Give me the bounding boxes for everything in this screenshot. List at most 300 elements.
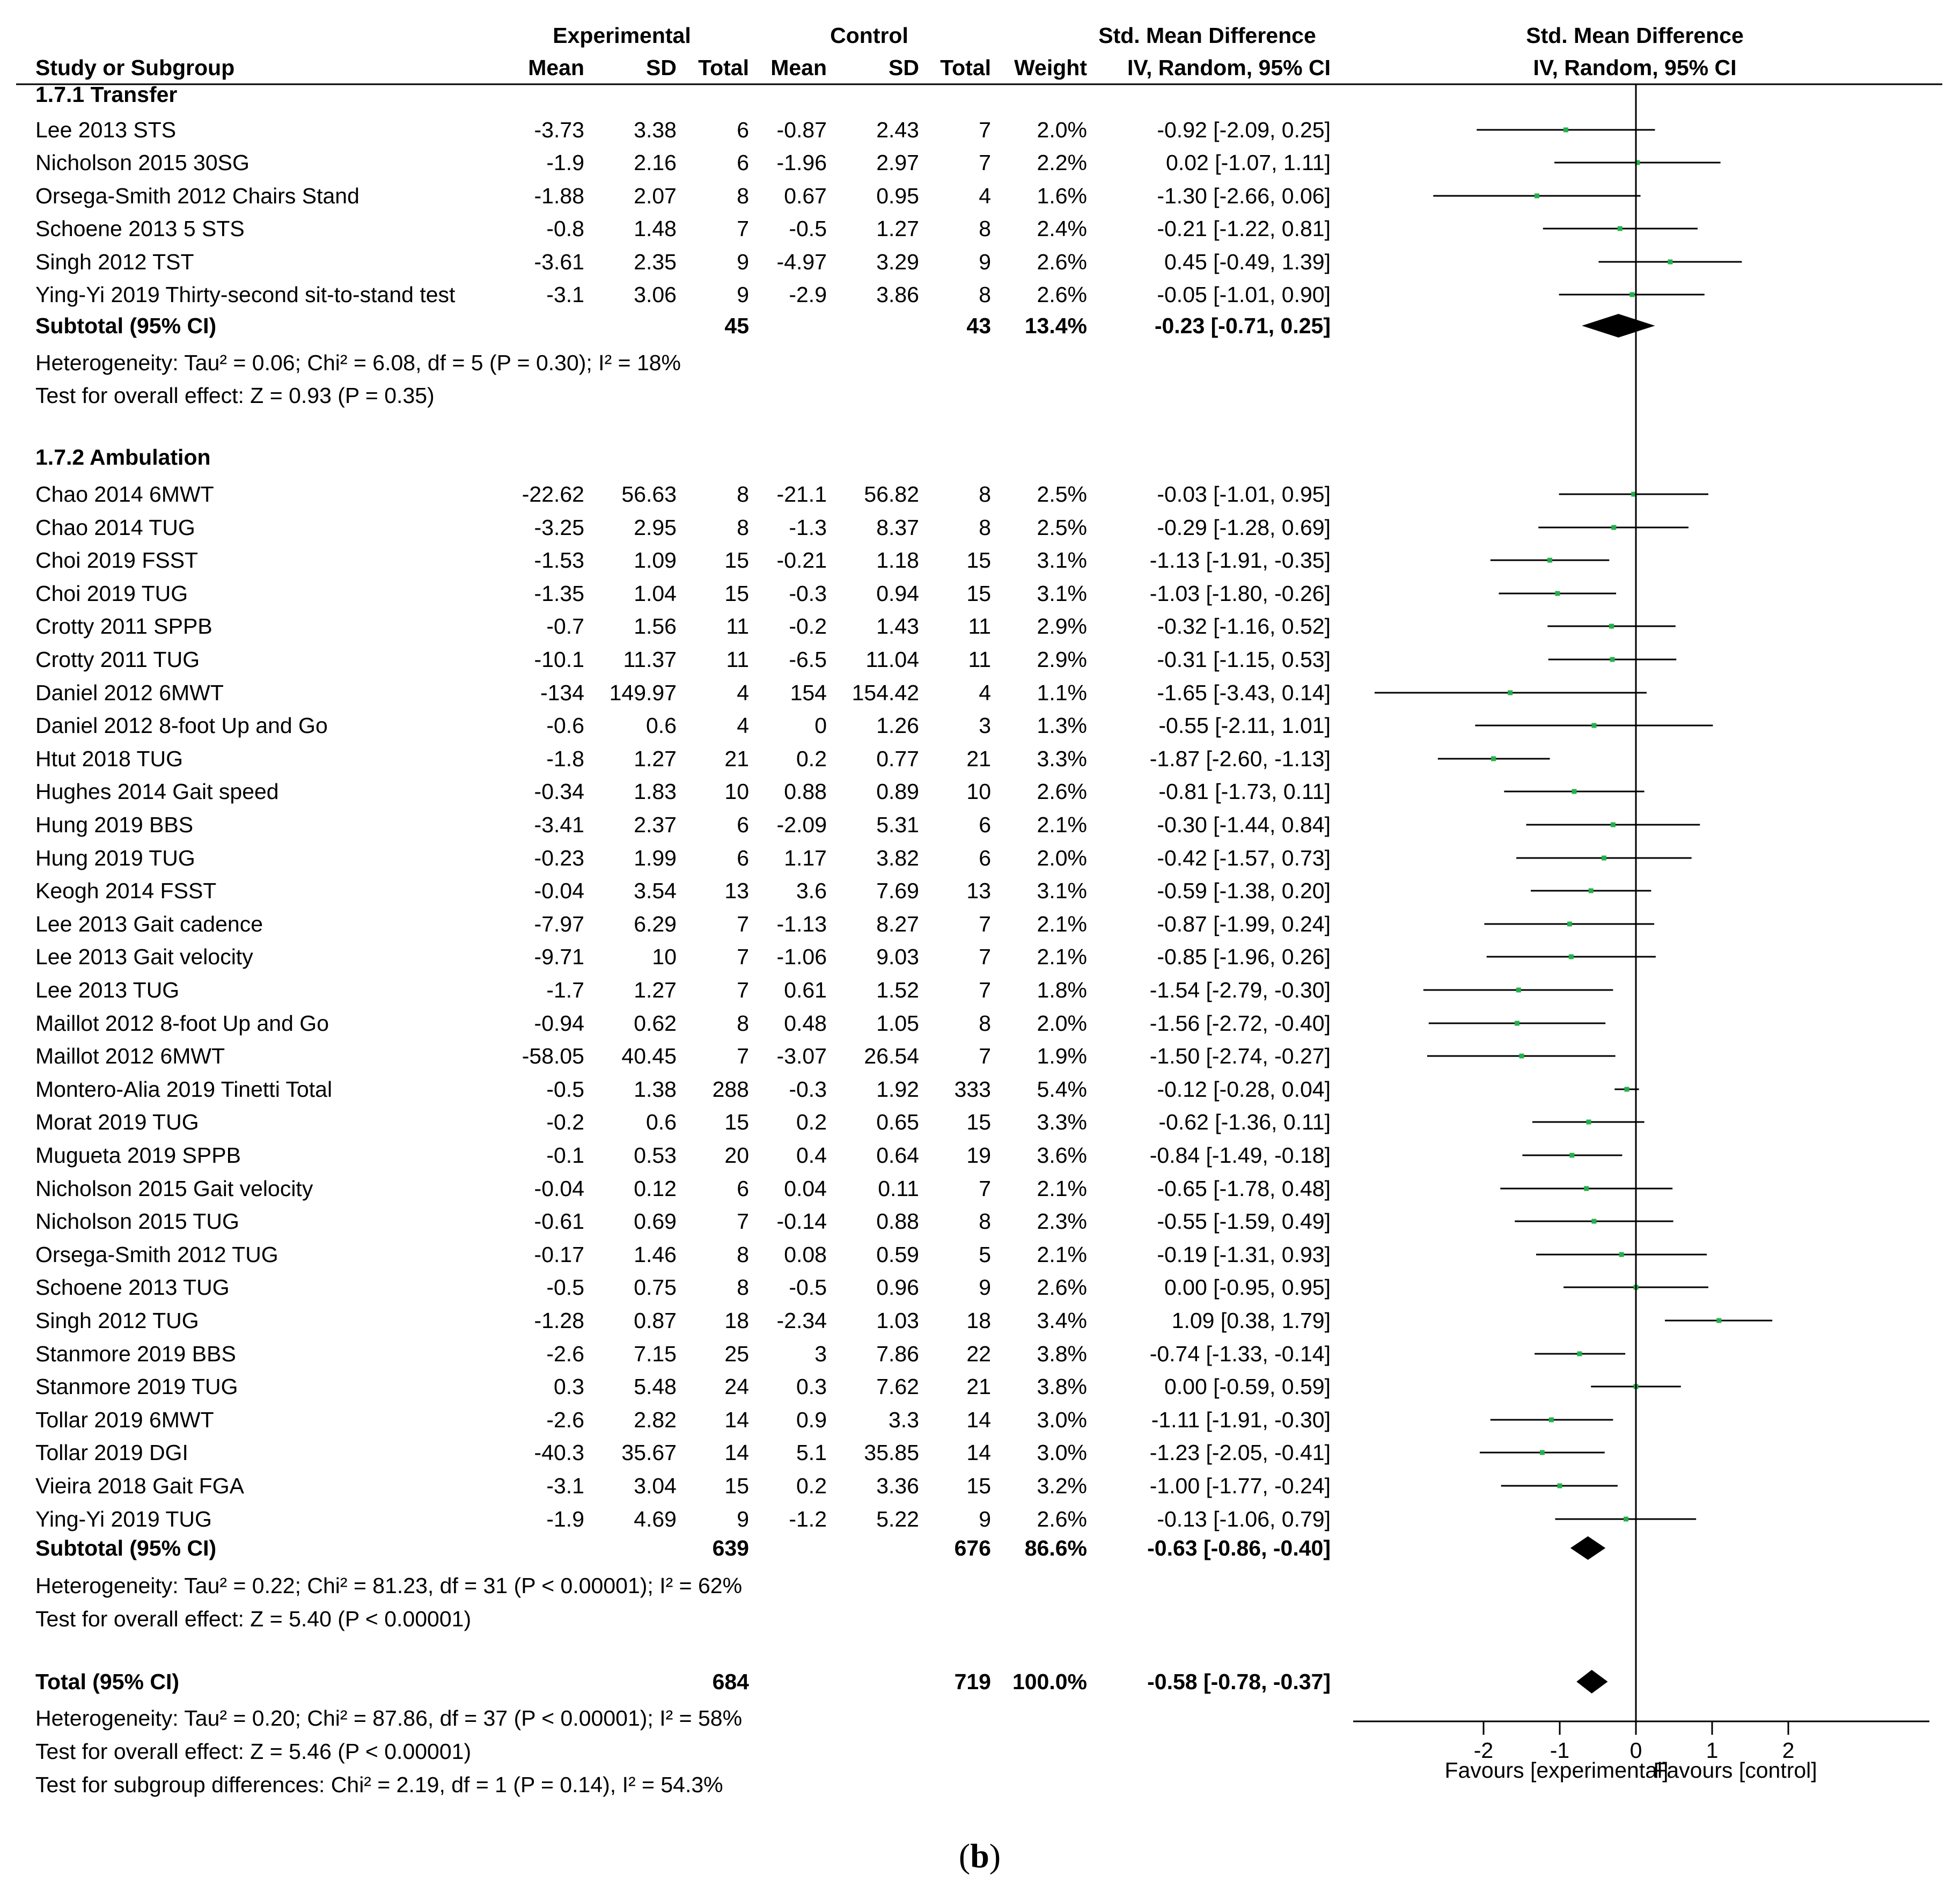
ctl-mean: -0.5 bbox=[789, 216, 827, 241]
exp-total: 7 bbox=[737, 978, 749, 1002]
study-name: Hughes 2014 Gait speed bbox=[35, 779, 279, 804]
ctl-sd: 3.29 bbox=[876, 250, 919, 274]
exp-sd: 0.6 bbox=[646, 1110, 677, 1134]
study-name: Tollar 2019 6MWT bbox=[35, 1407, 214, 1432]
subtotal-weight: 86.6% bbox=[1024, 1536, 1087, 1560]
ctl-sd: 7.69 bbox=[876, 878, 919, 903]
ctl-sd: 0.95 bbox=[876, 184, 919, 208]
header-ctl-mean: Mean bbox=[770, 55, 827, 80]
exp-sd: 2.16 bbox=[634, 150, 677, 175]
ctl-total: 7 bbox=[979, 150, 991, 175]
smd-ci: -1.13 [-1.91, -0.35] bbox=[1149, 548, 1331, 573]
study-point-estimate bbox=[1547, 558, 1552, 563]
total-stat-text: Heterogeneity: Tau² = 0.20; Chi² = 87.86, df = 37 (P < 0.00001); I² = 58% bbox=[35, 1706, 743, 1730]
ctl-sd: 8.27 bbox=[876, 912, 919, 936]
study-point-estimate bbox=[1591, 1219, 1596, 1224]
ctl-mean: -0.3 bbox=[789, 581, 827, 606]
smd-ci: -0.03 [-1.01, 0.95] bbox=[1157, 482, 1331, 507]
overall-effect-text: Test for overall effect: Z = 5.40 (P < 0.00001) bbox=[35, 1607, 472, 1631]
study-point-estimate bbox=[1569, 955, 1574, 959]
weight: 2.9% bbox=[1037, 614, 1087, 639]
exp-sd: 1.27 bbox=[634, 978, 677, 1002]
total-weight: 100.0% bbox=[1012, 1669, 1087, 1694]
ctl-total: 4 bbox=[979, 680, 991, 705]
smd-ci: -1.11 [-1.91, -0.30] bbox=[1151, 1407, 1331, 1432]
exp-mean: -0.6 bbox=[546, 713, 584, 738]
ctl-sd: 1.05 bbox=[876, 1011, 919, 1036]
exp-total: 288 bbox=[712, 1077, 749, 1102]
ctl-total: 6 bbox=[979, 812, 991, 837]
ctl-total: 15 bbox=[966, 548, 991, 573]
ctl-sd: 0.11 bbox=[878, 1176, 919, 1201]
ctl-sd: 7.86 bbox=[876, 1341, 919, 1366]
weight: 3.8% bbox=[1037, 1341, 1087, 1366]
exp-sd: 6.29 bbox=[634, 912, 677, 936]
smd-ci: -0.55 [-2.11, 1.01] bbox=[1158, 713, 1331, 738]
exp-total: 8 bbox=[737, 482, 749, 507]
study-point-estimate bbox=[1508, 691, 1513, 695]
exp-total: 24 bbox=[724, 1374, 749, 1399]
exp-sd: 10 bbox=[652, 944, 677, 969]
ctl-mean: 0.48 bbox=[784, 1011, 827, 1036]
exp-mean: -0.23 bbox=[534, 846, 584, 870]
weight: 3.1% bbox=[1037, 878, 1087, 903]
exp-sd: 1.48 bbox=[634, 216, 677, 241]
smd-ci: -0.65 [-1.78, 0.48] bbox=[1157, 1176, 1331, 1201]
header-ctl-sd: SD bbox=[889, 55, 919, 80]
exp-mean: -1.88 bbox=[534, 184, 584, 208]
smd-ci: -1.56 [-2.72, -0.40] bbox=[1149, 1011, 1331, 1036]
ctl-total: 9 bbox=[979, 1507, 991, 1531]
exp-mean: -2.6 bbox=[546, 1407, 584, 1432]
x-tick-label: 2 bbox=[1782, 1738, 1795, 1763]
study-name: Stanmore 2019 TUG bbox=[35, 1374, 238, 1399]
smd-ci: -0.05 [-1.01, 0.90] bbox=[1157, 282, 1331, 307]
header-ctl-total: Total bbox=[940, 55, 991, 80]
exp-total: 8 bbox=[737, 1242, 749, 1267]
ctl-sd: 0.94 bbox=[876, 581, 919, 606]
study-name: Montero-Alia 2019 Tinetti Total bbox=[35, 1077, 333, 1102]
smd-ci: -0.19 [-1.31, 0.93] bbox=[1157, 1242, 1331, 1267]
smd-ci: -1.54 [-2.79, -0.30] bbox=[1149, 978, 1331, 1002]
exp-total: 20 bbox=[724, 1143, 749, 1168]
weight: 1.1% bbox=[1037, 680, 1087, 705]
study-point-estimate bbox=[1611, 823, 1616, 827]
ctl-total: 14 bbox=[966, 1440, 991, 1465]
exp-sd: 1.99 bbox=[634, 846, 677, 870]
exp-total: 4 bbox=[737, 713, 749, 738]
subtotal-diamond bbox=[1582, 314, 1655, 338]
study-point-estimate bbox=[1572, 789, 1576, 794]
ctl-sd: 5.22 bbox=[876, 1507, 919, 1531]
smd-ci: -0.59 [-1.38, 0.20] bbox=[1157, 878, 1331, 903]
ctl-total: 6 bbox=[979, 846, 991, 870]
subtotal-ctl-total: 676 bbox=[954, 1536, 991, 1560]
ctl-total: 13 bbox=[966, 878, 991, 903]
smd-ci: 0.45 [-0.49, 1.39] bbox=[1164, 250, 1331, 274]
ctl-mean: 0.67 bbox=[784, 184, 827, 208]
weight: 3.1% bbox=[1037, 581, 1087, 606]
header-weight: Weight bbox=[1014, 55, 1087, 80]
exp-mean: -40.3 bbox=[534, 1440, 584, 1465]
heterogeneity-text: Heterogeneity: Tau² = 0.06; Chi² = 6.08, df = 5 (P = 0.30); I² = 18% bbox=[35, 350, 681, 375]
ctl-total: 8 bbox=[979, 1209, 991, 1234]
ctl-mean: -0.21 bbox=[776, 548, 827, 573]
weight: 2.1% bbox=[1037, 812, 1087, 837]
weight: 3.8% bbox=[1037, 1374, 1087, 1399]
study-name: Orsega-Smith 2012 Chairs Stand bbox=[35, 184, 359, 208]
study-name: Ying-Yi 2019 TUG bbox=[35, 1507, 212, 1531]
study-name: Schoene 2013 5 STS bbox=[35, 216, 245, 241]
header-method-plot: IV, Random, 95% CI bbox=[1533, 55, 1737, 80]
exp-sd: 1.38 bbox=[634, 1077, 677, 1102]
study-name: Hung 2019 BBS bbox=[35, 812, 194, 837]
smd-ci: -1.30 [-2.66, 0.06] bbox=[1157, 184, 1331, 208]
exp-sd: 40.45 bbox=[621, 1044, 677, 1068]
study-name: Nicholson 2015 30SG bbox=[35, 150, 249, 175]
exp-mean: -0.2 bbox=[546, 1110, 584, 1134]
ctl-mean: 0.2 bbox=[796, 1473, 827, 1498]
study-name: Lee 2013 TUG bbox=[35, 978, 180, 1002]
smd-ci: -1.65 [-3.43, 0.14] bbox=[1157, 680, 1331, 705]
ctl-total: 7 bbox=[979, 944, 991, 969]
exp-total: 8 bbox=[737, 515, 749, 540]
exp-total: 8 bbox=[737, 1011, 749, 1036]
ctl-sd: 0.89 bbox=[876, 779, 919, 804]
study-point-estimate bbox=[1577, 1352, 1582, 1356]
subtotal-exp-total: 639 bbox=[712, 1536, 749, 1560]
ctl-sd: 8.37 bbox=[876, 515, 919, 540]
ctl-mean: 0.2 bbox=[796, 746, 827, 771]
header-exp-mean: Mean bbox=[528, 55, 584, 80]
exp-sd: 1.04 bbox=[634, 581, 677, 606]
exp-sd: 35.67 bbox=[621, 1440, 677, 1465]
exp-sd: 0.6 bbox=[646, 713, 677, 738]
total-stat-text: Test for subgroup differences: Chi² = 2.19, df = 1 (P = 0.14), I² = 54.3% bbox=[35, 1772, 723, 1797]
ctl-sd: 5.31 bbox=[876, 812, 919, 837]
ctl-mean: -2.9 bbox=[789, 282, 827, 307]
subtotal-label: Subtotal (95% CI) bbox=[35, 1536, 217, 1560]
exp-mean: -1.35 bbox=[534, 581, 584, 606]
study-point-estimate bbox=[1629, 292, 1634, 297]
weight: 2.5% bbox=[1037, 482, 1087, 507]
ctl-mean: -1.13 bbox=[776, 912, 827, 936]
exp-mean: -3.41 bbox=[534, 812, 584, 837]
header-exp-total: Total bbox=[698, 55, 749, 80]
exp-sd: 5.48 bbox=[634, 1374, 677, 1399]
exp-mean: -0.7 bbox=[546, 614, 584, 639]
exp-sd: 2.07 bbox=[634, 184, 677, 208]
exp-sd: 7.15 bbox=[634, 1341, 677, 1366]
total-exp-total: 684 bbox=[712, 1669, 749, 1694]
study-point-estimate bbox=[1624, 1517, 1628, 1522]
ctl-mean: -0.2 bbox=[789, 614, 827, 639]
study-name: Choi 2019 FSST bbox=[35, 548, 199, 573]
study-name: Chao 2014 TUG bbox=[35, 515, 195, 540]
study-name: Tollar 2019 DGI bbox=[35, 1440, 188, 1465]
weight: 1.3% bbox=[1037, 713, 1087, 738]
smd-ci: 1.09 [0.38, 1.79] bbox=[1171, 1308, 1331, 1333]
study-name: Choi 2019 TUG bbox=[35, 581, 188, 606]
exp-mean: -134 bbox=[540, 680, 584, 705]
weight: 2.0% bbox=[1037, 846, 1087, 870]
study-name: Schoene 2013 TUG bbox=[35, 1275, 230, 1300]
ctl-sd: 1.18 bbox=[876, 548, 919, 573]
exp-mean: -22.62 bbox=[522, 482, 584, 507]
study-point-estimate bbox=[1584, 1186, 1589, 1191]
exp-mean: -0.61 bbox=[534, 1209, 584, 1234]
exp-mean: -1.8 bbox=[546, 746, 584, 771]
ctl-total: 8 bbox=[979, 216, 991, 241]
exp-mean: -0.17 bbox=[534, 1242, 584, 1267]
smd-ci: -0.32 [-1.16, 0.52] bbox=[1157, 614, 1331, 639]
study-name: Vieira 2018 Gait FGA bbox=[35, 1473, 244, 1498]
study-name: Orsega-Smith 2012 TUG bbox=[35, 1242, 278, 1267]
ctl-sd: 2.97 bbox=[876, 150, 919, 175]
header-study: Study or Subgroup bbox=[35, 55, 235, 80]
x-tick-label: 1 bbox=[1706, 1738, 1719, 1763]
exp-sd: 2.35 bbox=[634, 250, 677, 274]
total-diamond bbox=[1576, 1670, 1607, 1693]
exp-mean: -10.1 bbox=[534, 647, 584, 672]
subtotal-ci: -0.23 [-0.71, 0.25] bbox=[1154, 313, 1331, 338]
header-smd-table: Std. Mean Difference bbox=[1098, 23, 1316, 48]
study-name: Singh 2012 TUG bbox=[35, 1308, 199, 1333]
exp-total: 8 bbox=[737, 1275, 749, 1300]
study-point-estimate bbox=[1716, 1318, 1721, 1323]
study-point-estimate bbox=[1611, 525, 1616, 530]
smd-ci: -1.23 [-2.05, -0.41] bbox=[1149, 1440, 1331, 1465]
study-name: Crotty 2011 TUG bbox=[35, 647, 200, 672]
ctl-mean: 5.1 bbox=[796, 1440, 827, 1465]
smd-ci: -1.50 [-2.74, -0.27] bbox=[1149, 1044, 1331, 1068]
study-name: Stanmore 2019 BBS bbox=[35, 1341, 236, 1366]
study-point-estimate bbox=[1589, 889, 1594, 893]
exp-total: 7 bbox=[737, 912, 749, 936]
smd-ci: -0.29 [-1.28, 0.69] bbox=[1157, 515, 1331, 540]
exp-mean: -3.61 bbox=[534, 250, 584, 274]
exp-sd: 3.06 bbox=[634, 282, 677, 307]
weight: 2.1% bbox=[1037, 1242, 1087, 1267]
ctl-sd: 1.43 bbox=[876, 614, 919, 639]
exp-total: 6 bbox=[737, 846, 749, 870]
ctl-total: 9 bbox=[979, 250, 991, 274]
x-tick-label: -2 bbox=[1473, 1738, 1494, 1763]
exp-total: 6 bbox=[737, 812, 749, 837]
study-point-estimate bbox=[1569, 1153, 1574, 1158]
ctl-mean: -1.96 bbox=[776, 150, 827, 175]
study-point-estimate bbox=[1491, 757, 1496, 761]
weight: 2.1% bbox=[1037, 912, 1087, 936]
ctl-sd: 1.27 bbox=[876, 216, 919, 241]
exp-sd: 2.82 bbox=[634, 1407, 677, 1432]
weight: 3.3% bbox=[1037, 1110, 1087, 1134]
smd-ci: -0.42 [-1.57, 0.73] bbox=[1157, 846, 1331, 870]
x-tick-label: 0 bbox=[1629, 1738, 1642, 1763]
axis-label-favours-control: Favours [control] bbox=[1653, 1758, 1817, 1783]
ctl-mean: -6.5 bbox=[789, 647, 827, 672]
smd-ci: -0.13 [-1.06, 0.79] bbox=[1157, 1507, 1331, 1531]
weight: 3.0% bbox=[1037, 1440, 1087, 1465]
ctl-total: 7 bbox=[979, 912, 991, 936]
exp-total: 15 bbox=[724, 1473, 749, 1498]
exp-sd: 3.38 bbox=[634, 118, 677, 142]
exp-sd: 0.75 bbox=[634, 1275, 677, 1300]
study-point-estimate bbox=[1515, 1021, 1519, 1026]
ctl-total: 7 bbox=[979, 978, 991, 1002]
ctl-mean: 0.2 bbox=[796, 1110, 827, 1134]
exp-total: 6 bbox=[737, 118, 749, 142]
ctl-mean: 154 bbox=[790, 680, 827, 705]
ctl-sd: 2.43 bbox=[876, 118, 919, 142]
smd-ci: -0.55 [-1.59, 0.49] bbox=[1157, 1209, 1331, 1234]
ctl-sd: 1.52 bbox=[876, 978, 919, 1002]
ctl-total: 19 bbox=[966, 1143, 991, 1168]
weight: 2.9% bbox=[1037, 647, 1087, 672]
ctl-total: 15 bbox=[966, 1110, 991, 1134]
smd-ci: 0.02 [-1.07, 1.11] bbox=[1166, 150, 1331, 175]
exp-sd: 0.69 bbox=[634, 1209, 677, 1234]
exp-sd: 1.46 bbox=[634, 1242, 677, 1267]
ctl-total: 21 bbox=[966, 1374, 991, 1399]
total-label: Total (95% CI) bbox=[35, 1669, 180, 1694]
exp-sd: 56.63 bbox=[621, 482, 677, 507]
ctl-mean: 0.04 bbox=[784, 1176, 827, 1201]
exp-sd: 0.12 bbox=[634, 1176, 677, 1201]
smd-ci: -0.12 [-0.28, 0.04] bbox=[1157, 1077, 1331, 1102]
exp-total: 9 bbox=[737, 250, 749, 274]
exp-total: 13 bbox=[724, 878, 749, 903]
study-name: Crotty 2011 SPPB bbox=[35, 614, 212, 639]
exp-total: 15 bbox=[724, 581, 749, 606]
total-ctl-total: 719 bbox=[954, 1669, 991, 1694]
exp-mean: -9.71 bbox=[534, 944, 584, 969]
weight: 1.9% bbox=[1037, 1044, 1087, 1068]
exp-mean: -3.1 bbox=[546, 1473, 584, 1498]
ctl-mean: 0 bbox=[814, 713, 827, 738]
exp-total: 10 bbox=[724, 779, 749, 804]
exp-total: 7 bbox=[737, 1044, 749, 1068]
ctl-total: 333 bbox=[954, 1077, 991, 1102]
weight: 2.0% bbox=[1037, 1011, 1087, 1036]
exp-sd: 1.56 bbox=[634, 614, 677, 639]
study-name: Maillot 2012 8-foot Up and Go bbox=[35, 1011, 329, 1036]
ctl-total: 10 bbox=[966, 779, 991, 804]
ctl-mean: -1.2 bbox=[789, 1507, 827, 1531]
study-name: Hung 2019 TUG bbox=[35, 846, 195, 870]
smd-ci: -0.81 [-1.73, 0.11] bbox=[1158, 779, 1331, 804]
exp-sd: 11.37 bbox=[623, 647, 677, 672]
ctl-mean: 3.6 bbox=[796, 878, 827, 903]
ctl-total: 7 bbox=[979, 118, 991, 142]
study-point-estimate bbox=[1540, 1450, 1545, 1455]
exp-sd: 2.95 bbox=[634, 515, 677, 540]
exp-sd: 3.54 bbox=[634, 878, 677, 903]
ctl-mean: 0.61 bbox=[784, 978, 827, 1002]
exp-total: 7 bbox=[737, 1209, 749, 1234]
ctl-sd: 1.92 bbox=[876, 1077, 919, 1102]
study-name: Daniel 2012 6MWT bbox=[35, 680, 224, 705]
ctl-mean: -0.14 bbox=[776, 1209, 827, 1234]
ctl-mean: -2.09 bbox=[776, 812, 827, 837]
subtotal-ci: -0.63 [-0.86, -0.40] bbox=[1147, 1536, 1331, 1560]
study-point-estimate bbox=[1516, 988, 1521, 993]
study-name: Maillot 2012 6MWT bbox=[35, 1044, 225, 1068]
smd-ci: -0.87 [-1.99, 0.24] bbox=[1157, 912, 1331, 936]
smd-ci: 0.00 [-0.95, 0.95] bbox=[1164, 1275, 1331, 1300]
ctl-total: 4 bbox=[979, 184, 991, 208]
ctl-sd: 35.85 bbox=[864, 1440, 919, 1465]
ctl-total: 15 bbox=[966, 581, 991, 606]
ctl-mean: 0.4 bbox=[796, 1143, 827, 1168]
exp-total: 11 bbox=[726, 614, 749, 639]
smd-ci: -0.31 [-1.15, 0.53] bbox=[1157, 647, 1331, 672]
subtotal-ctl-total: 43 bbox=[966, 313, 991, 338]
plot-area bbox=[1353, 85, 1929, 1783]
ctl-sd: 11.04 bbox=[865, 647, 919, 672]
ctl-total: 8 bbox=[979, 1011, 991, 1036]
ctl-mean: -1.3 bbox=[789, 515, 827, 540]
figure-label: (b) bbox=[958, 1837, 1001, 1875]
exp-mean: -0.5 bbox=[546, 1077, 584, 1102]
exp-sd: 2.37 bbox=[634, 812, 677, 837]
ctl-mean: -2.34 bbox=[776, 1308, 827, 1333]
weight: 3.6% bbox=[1037, 1143, 1087, 1168]
ctl-total: 7 bbox=[979, 1044, 991, 1068]
weight: 5.4% bbox=[1037, 1077, 1087, 1102]
exp-total: 9 bbox=[737, 1507, 749, 1531]
exp-mean: -0.5 bbox=[546, 1275, 584, 1300]
weight: 3.0% bbox=[1037, 1407, 1087, 1432]
header-smd-plot: Std. Mean Difference bbox=[1526, 23, 1744, 48]
ctl-total: 22 bbox=[966, 1341, 991, 1366]
study-point-estimate bbox=[1549, 1418, 1554, 1422]
weight: 2.6% bbox=[1037, 1507, 1087, 1531]
weight: 2.4% bbox=[1037, 216, 1087, 241]
study-name: Nicholson 2015 TUG bbox=[35, 1209, 239, 1234]
ctl-sd: 1.03 bbox=[876, 1308, 919, 1333]
ctl-sd: 3.36 bbox=[876, 1473, 919, 1498]
exp-total: 7 bbox=[737, 216, 749, 241]
weight: 2.6% bbox=[1037, 250, 1087, 274]
exp-sd: 0.53 bbox=[634, 1143, 677, 1168]
ctl-mean: -21.1 bbox=[776, 482, 827, 507]
exp-total: 15 bbox=[724, 548, 749, 573]
ctl-total: 18 bbox=[966, 1308, 991, 1333]
weight: 1.8% bbox=[1037, 978, 1087, 1002]
ctl-total: 3 bbox=[979, 713, 991, 738]
ctl-sd: 3.82 bbox=[876, 846, 919, 870]
exp-sd: 1.27 bbox=[634, 746, 677, 771]
exp-mean: -0.34 bbox=[534, 779, 584, 804]
ctl-total: 5 bbox=[979, 1242, 991, 1267]
weight: 2.6% bbox=[1037, 1275, 1087, 1300]
study-point-estimate bbox=[1624, 1087, 1629, 1092]
exp-sd: 0.62 bbox=[634, 1011, 677, 1036]
smd-ci: -0.84 [-1.49, -0.18] bbox=[1149, 1143, 1331, 1168]
subtotal-label: Subtotal (95% CI) bbox=[35, 313, 217, 338]
smd-ci: -0.62 [-1.36, 0.11] bbox=[1158, 1110, 1331, 1134]
weight: 3.2% bbox=[1037, 1473, 1087, 1498]
ctl-total: 8 bbox=[979, 282, 991, 307]
exp-total: 6 bbox=[737, 1176, 749, 1201]
header-exp-sd: SD bbox=[646, 55, 677, 80]
study-name: Singh 2012 TST bbox=[35, 250, 194, 274]
overall-effect-text: Test for overall effect: Z = 0.93 (P = 0.35) bbox=[35, 383, 435, 408]
weight: 2.1% bbox=[1037, 1176, 1087, 1201]
total-stat-text: Test for overall effect: Z = 5.46 (P < 0.00001) bbox=[35, 1739, 472, 1764]
study-point-estimate bbox=[1602, 856, 1606, 861]
